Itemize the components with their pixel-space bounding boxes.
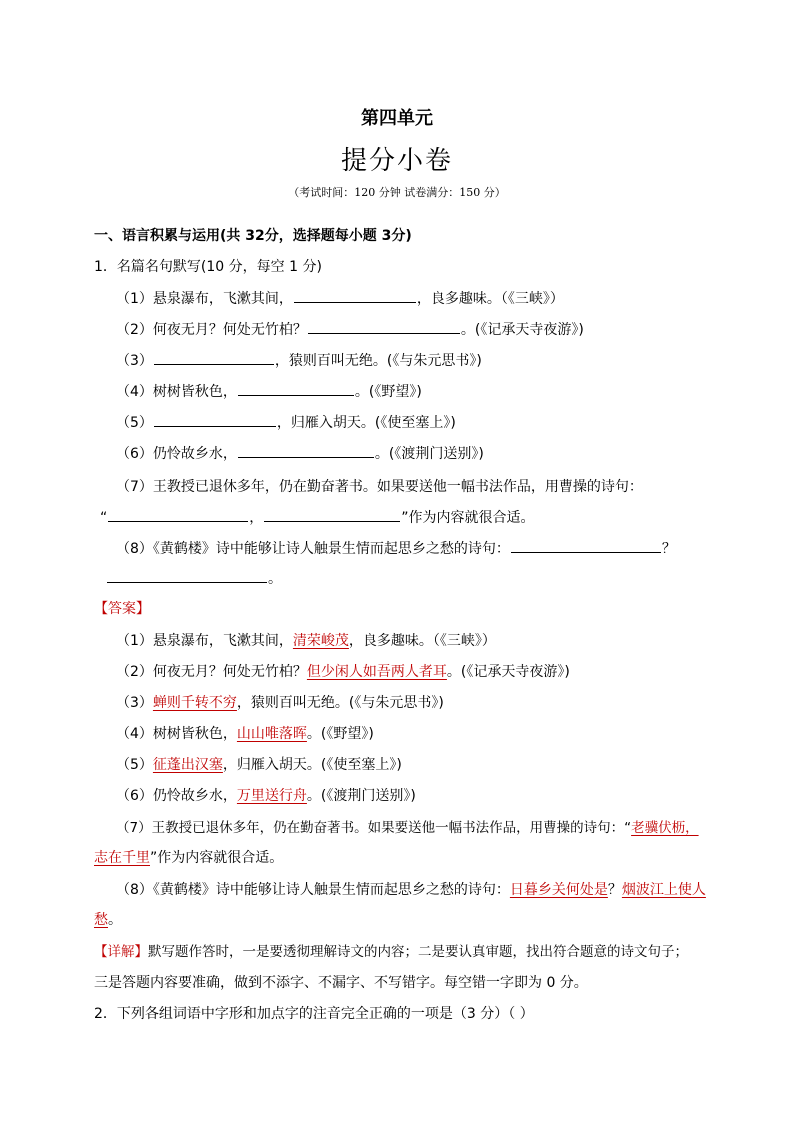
answer-6-pre: （6）仍怜故乡水， [116,788,237,804]
answer-3-pre: （3） [116,695,153,711]
exam-meta: （考试时间：120 分钟 试卷满分：150 分） [288,186,506,199]
answer-label: 【答案】 [94,601,150,617]
answer-6 [116,786,416,806]
answer-3-post: ，猿则百叫无绝。(《与朱元思书》) [236,695,444,711]
answer-4-fill: 山山唯落晖 [236,726,307,742]
question-mark: ？ [661,541,676,557]
answer-2-post: 。(《记承天寺夜游》) [446,664,570,680]
q1-item-4-pre: （4）树树皆秋色， [116,384,237,400]
answer-3-fill: 蝉则千转不穷 [152,695,237,711]
answer-blank[interactable] [107,568,267,583]
answer-5-fill: 征蓬出汉塞 [152,757,223,773]
q1-item-2-pre: （2）何夜无月？何处无竹柏？ [116,322,307,338]
answer-4 [116,724,374,744]
q1-item-1-post: ，良多趣味。（《三峡》） [416,291,564,307]
answer-blank[interactable] [154,412,276,427]
q1-item-8-line2 [106,568,282,589]
q1-item-1 [116,288,564,309]
detail-line-1 [94,942,688,962]
answer-5-pre: （5） [116,757,153,773]
detail-label: 【详解】 [94,944,148,960]
q1-item-6-post: 。(《渡荆门送别》) [374,446,484,462]
detail-line-2: 三是答题内容要准确，做到不添字、不漏字、不写错字。每空错一字即为 0 分。 [94,975,588,991]
q1-item-7-line2 [100,507,535,528]
answer-8-line2 [94,910,122,930]
answer-1-fill: 清荣峻茂 [292,633,349,649]
answer-4-post: 。(《野望》) [306,726,374,742]
answer-5 [116,755,402,775]
q1-item-8-line1 [116,538,676,559]
q1-item-3-post: ，猿则百叫无绝。(《与朱元思书》) [274,353,482,369]
question-mark: ？ [607,882,622,898]
answer-7-pre: （7）王教授已退休多年，仍在勤奋著书。如果要送他一幅书法作品，用曹操的诗句：“ [116,820,632,836]
q1-item-2-post: 。(《记承天寺夜游》) [460,322,584,338]
q1-item-1-pre: （1）悬泉瀑布，飞漱其间， [116,291,293,307]
open-quote: “ [100,510,108,526]
answer-7-fill-1: 老骥伏枥， [631,820,699,836]
answer-8-fill-2a: 烟波江上使人 [621,882,706,898]
q1-item-5-pre: （5） [116,415,153,431]
q1-item-5-post: ，归雁入胡天。(《使至塞上》) [276,415,456,431]
unit-title: 第四单元 [361,108,433,129]
answer-7-fill-2: 志在千里 [94,850,150,866]
period: 。 [268,571,282,587]
answer-6-post: 。(《渡荆门送别》) [306,788,416,804]
answer-1-post: ，良多趣味。（《三峡》） [348,633,496,649]
answer-blank[interactable] [264,507,400,522]
answer-blank[interactable] [511,538,661,553]
answer-2 [116,662,570,682]
q1-item-4 [116,381,422,402]
answer-8-pre: （8）《黄鹤楼》诗中能够让诗人触景生情而起思乡之愁的诗句： [116,882,510,898]
answer-1 [116,631,496,651]
q1-item-6 [116,443,484,464]
detail-text-1: 默写题作答时，一是要透彻理解诗文的内容；二是要认真审题，找出符合题意的诗文句子； [148,944,688,960]
q1-item-2 [116,319,584,340]
answer-blank[interactable] [108,507,248,522]
q1-item-7-tail: ”作为内容就很合适。 [401,510,535,526]
answer-blank[interactable] [238,443,374,458]
answer-2-fill: 但少闲人如吾两人者耳 [306,664,447,680]
answer-6-fill: 万里送行舟 [236,788,307,804]
answer-1-pre: （1）悬泉瀑布，飞漱其间， [116,633,293,649]
answer-8-fill-1: 日暮乡关何处是 [509,882,608,898]
answer-8-fill-2b: 愁 [94,912,108,928]
answer-2-pre: （2）何夜无月？何处无竹柏？ [116,664,307,680]
answer-3 [116,693,444,713]
question-1-stem: 1．名篇名句默写(10 分，每空 1 分) [94,259,322,275]
answer-7-line2 [94,848,283,868]
comma: ， [249,510,264,526]
period: 。 [108,912,122,928]
answer-5-post: ，归雁入胡天。(《使至塞上》) [222,757,402,773]
q1-item-8-text: （8）《黄鹤楼》诗中能够让诗人触景生情而起思乡之愁的诗句： [116,541,510,557]
q1-item-7-line1: （7）王教授已退休多年，仍在勤奋著书。如果要送他一幅书法作品，用曹操的诗句： [116,479,643,495]
answer-blank[interactable] [308,319,460,334]
answer-blank[interactable] [238,381,354,396]
section-heading: 一、语言积累与运用(共 32分，选择题每小题 3分) [94,228,412,244]
answer-blank[interactable] [154,350,274,365]
answer-blank[interactable] [294,288,416,303]
question-2-stem: 2．下列各组词语中字形和加点字的注音完全正确的一项是（3 分）（ ） [94,1006,534,1022]
q1-item-4-post: 。(《野望》) [354,384,422,400]
answer-8-line1 [116,880,706,900]
q1-item-3-pre: （3） [116,353,153,369]
answer-7-line1 [116,818,699,838]
q1-item-3 [116,350,482,371]
answer-7-post: ”作为内容就很合适。 [150,850,284,866]
q1-item-5 [116,412,456,433]
answer-4-pre: （4）树树皆秋色， [116,726,237,742]
page-title: 提分小卷 [340,146,453,176]
q1-item-6-pre: （6）仍怜故乡水， [116,446,237,462]
